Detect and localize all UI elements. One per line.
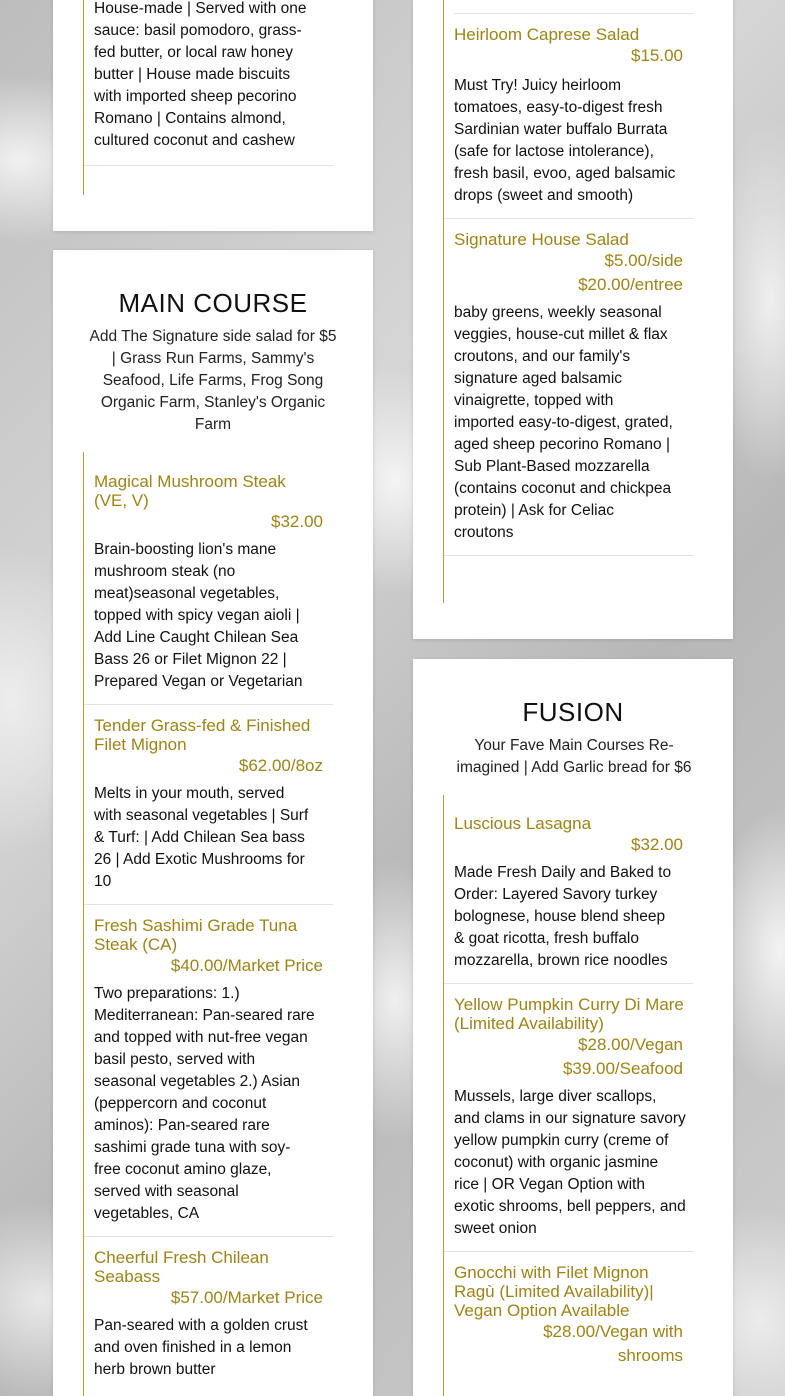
- fusion-card: [413, 659, 733, 1396]
- menu-item: [84, 0, 333, 166]
- item-price: $57.00/Market Price: [170, 1288, 323, 1307]
- item-price: $40.00/Market Price: [170, 956, 323, 975]
- section-subtitle: Add The Signature side salad for $5 | Grass Run Farms, Sammy's Seafood, Life Farms, Frog Song Organic Farm, Stanley's Organic Farm: [89, 328, 337, 433]
- item-price: $20.00/entree: [578, 275, 683, 294]
- item-name: Cheerful Fresh Chilean Seabass: [94, 1248, 269, 1286]
- salads-items: [443, 0, 693, 603]
- item-price: $28.00/Vegan with shrooms: [543, 1322, 683, 1365]
- item-name: Heirloom Caprese Salad: [454, 25, 640, 44]
- fusion-items: [443, 795, 693, 1396]
- menu-item: [84, 905, 333, 1237]
- item-name: Tender Grass-fed & Finished Filet Mignon: [94, 716, 311, 754]
- item-description: baby greens, weekly seasonal veggies, house-cut millet & flax croutons, and our family's signature aged balsamic vinaigrette, topped with imported easy-to-digest, grated, aged sheep pecorino Romano | Sub Plant-Based mozzarella (contains coconut and chickpea protein) | Ask for Celiac croutons: [454, 304, 673, 541]
- item-name: Gnocchi with Filet Mignon Ragù (Limited Availability)| Vegan Option Available: [454, 1263, 654, 1320]
- section-title: FUSION: [522, 697, 624, 727]
- item-price: $28.00/Vegan: [578, 1035, 683, 1054]
- item-description: Melts in your mouth, served with seasonal vegetables | Surf & Turf: | Add Chilean Sea bass 26 | Add Exotic Mushrooms for 10: [94, 785, 309, 890]
- section-title: MAIN COURSE: [118, 288, 308, 318]
- main-course-card: [53, 250, 373, 1396]
- item-description: Brain-boosting lion's mane mushroom steak (no meat)seasonal vegetables, topped with spicy vegan aioli | Add Line Caught Chilean Sea Bass 26 or Filet Mignon 22 | Prepared Vegan or Vegetarian: [94, 541, 303, 690]
- menu-item: [84, 705, 333, 905]
- item-description: Must Try! Juicy heirloom tomatoes, easy-to-digest fresh Sardinian water buffalo Burrata (safe for lactose intolerance), fresh basil, evoo, aged balsamic drops (sweet and smooth): [454, 77, 676, 204]
- item-price: $62.00/8oz: [238, 756, 323, 775]
- item-price: $32.00: [271, 512, 323, 531]
- menu-item: [444, 14, 693, 219]
- menu-item: [444, 984, 693, 1252]
- item-description: Mussels, large diver scallops, and clams in our signature savory yellow pumpkin curry (creme of coconut) with organic jasmine rice | OR Vegan Option with exotic shrooms, bell peppers, and sweet onion: [454, 1088, 686, 1237]
- main-course-items: [83, 452, 333, 1396]
- previous-item-divider: [454, 0, 693, 14]
- menu-item: [444, 1252, 693, 1384]
- item-name: Fresh Sashimi Grade Tuna Steak (CA): [94, 916, 298, 954]
- item-name: Luscious Lasagna: [454, 814, 592, 833]
- item-name: Signature House Salad: [454, 230, 629, 249]
- biscuits-card: [53, 0, 373, 231]
- menu-item: [444, 795, 693, 984]
- item-name: Yellow Pumpkin Curry Di Mare (Limited Availability): [454, 995, 684, 1033]
- menu-item: [444, 219, 693, 556]
- item-price: $32.00: [631, 835, 683, 854]
- item-description: Made Fresh Daily and Baked to Order: Layered Savory turkey bolognese, house blend sheep & goat ricotta, fresh buffalo mozzarella, brown rice noodles: [454, 864, 672, 969]
- item-price: $39.00/Seafood: [562, 1059, 683, 1078]
- item-price: $5.00/side: [604, 251, 683, 270]
- salads-card: [413, 0, 733, 639]
- section-subtitle: Your Fave Main Courses Re-imagined | Add Garlic bread for $6: [456, 737, 692, 776]
- item-price: $15.00: [631, 46, 683, 65]
- menu-item: [84, 1237, 333, 1392]
- item-description: Pan-seared with a golden crust and oven finished in a lemon herb brown butter: [94, 1317, 308, 1378]
- item-name: Magical Mushroom Steak (VE, V): [94, 472, 286, 510]
- menu-item: [84, 452, 333, 705]
- item-description: House-made | Served with one sauce: basil pomodoro, grass-fed butter, or local raw honey butter | House made biscuits with imported sheep pecorino Romano | Contains almond, cultured coconut and cashew: [94, 0, 307, 149]
- item-description: Two preparations: 1.) Mediterranean: Pan-seared rare and topped with nut-free vegan basil pesto, served with seasonal vegetables 2.) Asian (peppercorn and coconut aminos): Pan-seared rare sashimi grade tuna with soy-free coconut amino glaze, served with seasonal vegetables, CA: [94, 985, 315, 1222]
- biscuits-items: [83, 0, 333, 195]
